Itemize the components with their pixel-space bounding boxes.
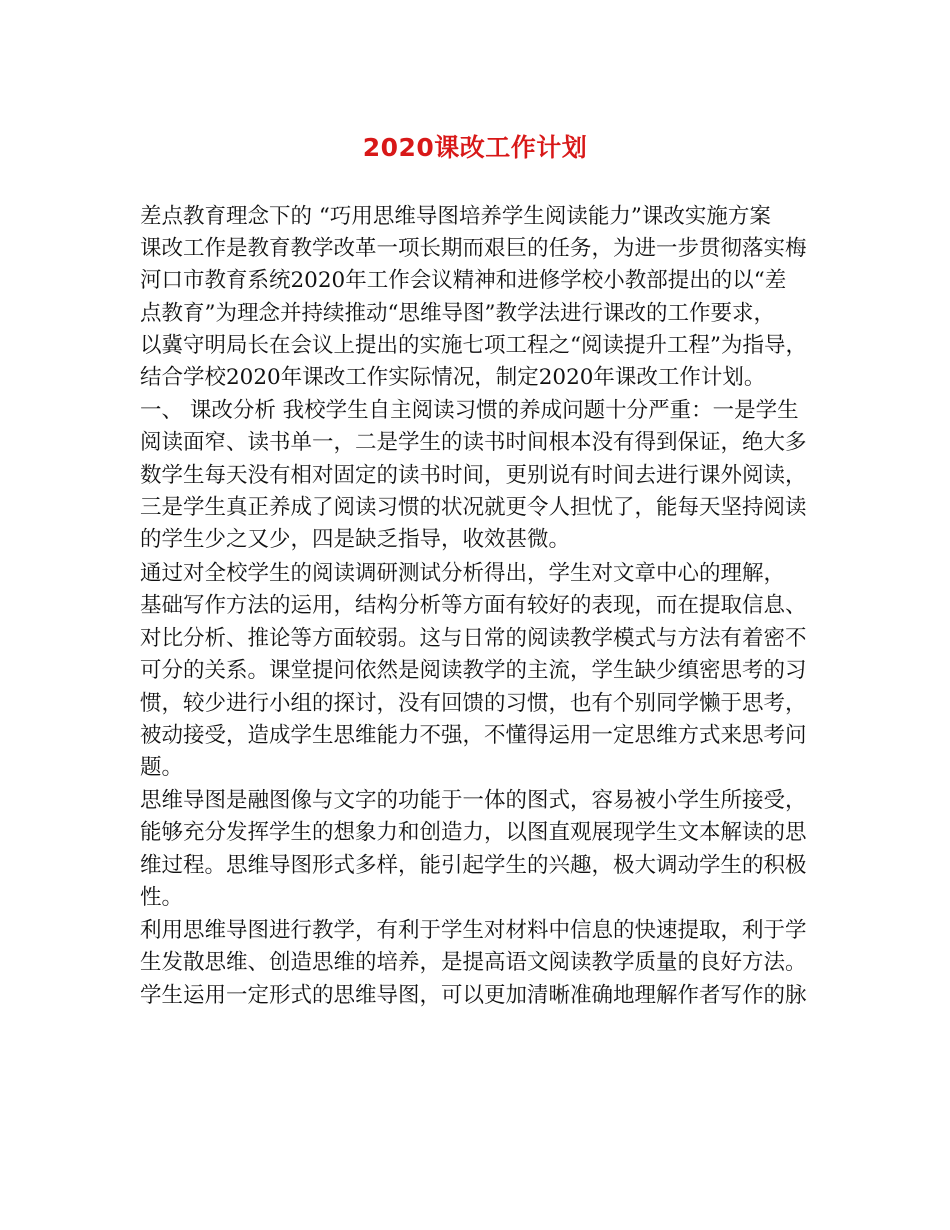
text-line: 基础写作方法的运用，结构分析等方面有较好的表现，而在提取信息、	[140, 593, 807, 618]
text-line: 对比分析、推论等方面较弱。这与日常的阅读教学模式与方法有着密不	[140, 626, 807, 651]
text-line: 三是学生真正养成了阅读习惯的状况就更令人担忧了，能每天坚持阅读	[140, 495, 807, 520]
text-line: 通过对全校学生的阅读调研测试分析得出，学生对文章中心的理解，	[140, 561, 786, 586]
text-line: 结合学校2020年课改工作实际情况，制定2020年课改工作计划。	[140, 365, 766, 390]
text-line: 点教育”为理念并持续推动“思维导图”教学法进行课改的工作要求，	[140, 301, 775, 326]
text-line: 课改工作是教育教学改革一项长期而艰巨的任务，为进一步贯彻落实梅	[140, 236, 807, 261]
text-line: 思维导图是融图像与文字的功能于一体的图式，容易被小学生所接受，	[140, 788, 807, 813]
text-line: 阅读面窄、读书单一，二是学生的读书时间根本没有得到保证，绝大多	[140, 430, 807, 455]
text-line: 利用思维导图进行教学，有利于学生对材料中信息的快速提取，利于学	[140, 918, 807, 943]
text-line: 可分的关系。课堂提问依然是阅读教学的主流，学生缺少缜密思考的习	[140, 658, 807, 683]
text-line: 差点教育理念下的 “巧用思维导图培养学生阅读能力”课改实施方案	[140, 204, 771, 229]
text-line: 以冀守明局长在会议上提出的实施七项工程之“阅读提升工程”为指导，	[140, 333, 807, 358]
text-line: 惯，较少进行小组的探讨，没有回馈的习惯，也有个别同学懒于思考，	[140, 691, 807, 716]
text-line: 能够充分发挥学生的想象力和创造力，以图直观展现学生文本解读的思	[140, 820, 807, 845]
text-line: 性。	[140, 885, 184, 910]
text-line: 维过程。思维导图形式多样，能引起学生的兴趣，极大调动学生的积极	[140, 853, 807, 878]
text-line: 河口市教育系统2020年工作会议精神和进修学校小教部提出的以“差	[140, 268, 787, 293]
text-line: 题。	[140, 755, 184, 780]
text-line: 学生运用一定形式的思维导图，可以更加清晰准确地理解作者写作的脉	[140, 983, 807, 1008]
document-title: 2020课改工作计划	[362, 133, 588, 162]
text-line: 数学生每天没有相对固定的读书时间，更别说有时间去进行课外阅读，	[140, 463, 807, 488]
text-line: 的学生少之又少，四是缺乏指导，收效甚微。	[140, 527, 571, 552]
text-line: 被动接受，造成学生思维能力不强，不懂得运用一定思维方式来思考问	[140, 723, 807, 748]
text-line: 生发散思维、创造思维的培养，是提高语文阅读教学质量的良好方法。	[140, 950, 807, 975]
text-line: 一、 课改分析 我校学生自主阅读习惯的养成问题十分严重：一是学生	[140, 398, 799, 423]
